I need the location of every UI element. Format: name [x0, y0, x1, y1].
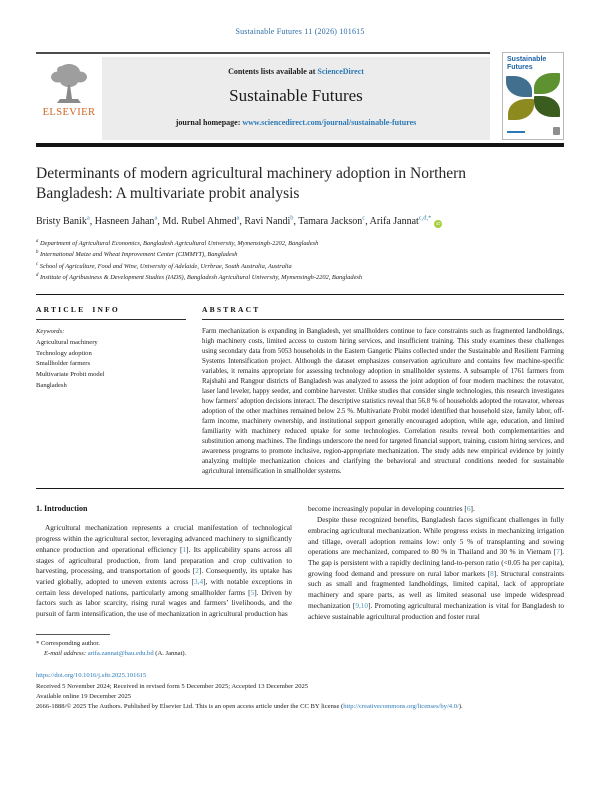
- homepage-link[interactable]: www.sciencedirect.com/journal/sustainable-futures: [242, 118, 417, 127]
- keyword-item: Bangladesh: [36, 381, 67, 389]
- cover-leaf-olive: [508, 99, 534, 120]
- email-line: E-mail address: arifa.zannat@bau.edu.bd (A. Jannat).: [44, 650, 187, 658]
- footer-doi-link[interactable]: https://doi.org/10.1016/j.sftr.2025.101615: [36, 672, 147, 680]
- keyword-item: Technology adoption: [36, 349, 92, 357]
- elsevier-tree-icon: [36, 61, 102, 105]
- cover-leaf-blue: [506, 76, 532, 97]
- affiliation-line: $^d$ Institute of Agribusiness & Development Studies (IADS), Bangladesh Agricultural University, Mymensingh-2202, Bangladesh: [36, 273, 363, 282]
- corresponding-author-note: * Corresponding author.: [36, 639, 100, 647]
- cc-license-link[interactable]: http://creativecommons.org/licenses/by/4.0/: [343, 702, 459, 710]
- keyword-item: Smallholder farmers: [36, 360, 91, 368]
- citation-link[interactable]: 7: [556, 547, 560, 557]
- article-info-column: [36, 295, 186, 477]
- intro-paragraph-right-1: become increasingly popular in developing countries [6].: [308, 504, 475, 514]
- footer-copyright-line: 2666-1888/© 2025 The Authors. Published by Elsevier Ltd. This is an open access article under the CC BY license (http://creativecommons.org/licenses/by/4.0/).: [36, 702, 463, 710]
- intro-left-column: [36, 504, 300, 659]
- article-title: Determinants of modern agricultural machinery adoption in Northern Bangladesh: A multivariate probit analysis: [36, 165, 466, 203]
- cover-title: Sustainable Futures: [507, 56, 547, 71]
- abstract-bottom-rule: [36, 488, 564, 489]
- keyword-item: Agricultural machinery: [36, 339, 98, 347]
- citation-link[interactable]: 9,10: [355, 600, 369, 610]
- citation-link[interactable]: 5: [250, 587, 255, 597]
- footer-received-line: Received 5 November 2024; Received in revised form 5 December 2025; Accepted 13 December 2025: [36, 682, 309, 690]
- citation-header: Sustainable Futures 11 (2026) 101615: [235, 27, 365, 36]
- contents-line: Contents lists available at ScienceDirect: [228, 67, 364, 76]
- keywords-label: Keywords:: [36, 328, 65, 336]
- masthead-divider-bar: [36, 143, 564, 147]
- email-link[interactable]: arifa.zannat@bau.edu.bd: [87, 650, 154, 658]
- cover-leaf-darkgreen: [534, 96, 560, 117]
- affiliation-line: $^c$ School of Agriculture, Food and Wine, University of Adelaide, Urrbrae, South Australia, Australia: [36, 261, 292, 270]
- citation-link[interactable]: 3,4: [193, 577, 204, 586]
- cover-elsevier-mark: [553, 127, 560, 135]
- citation-link[interactable]: 1: [182, 544, 187, 554]
- abstract-heading: ABSTRACT: [202, 295, 564, 320]
- info-abstract-section: [36, 295, 564, 477]
- intro-paragraph-right-2: Despite these recognized benefits, Bangladesh faces significant challenges in fully embracing agricultural mechanization. While progress exists in mechanizing irrigation and tillage, overall adoption remains low: only 5 % of transplanting and sowing operations are mechanized, compared to 80 % in Thailand and 30 % in Vietnam [7]. The gap is persistent with a rapidly declining land-to-person ratio (<0.05 ha per capita), growing food demand and pressure on rural labor markets [8]. Structural constraints such as small and fragmented landholdings, limited capital, lack of appropriate machinery and spare parts, as well as limited seasonal use impede widespread mechanization [9,10]. Promoting agricultural mechanization is vital for Bangladesh to achieve sustainable agricultural production and foster rural: [308, 515, 564, 621]
- cover-footer-bar: [507, 131, 525, 133]
- intro-right-column: [300, 504, 564, 659]
- introduction-section: [36, 504, 564, 659]
- citation-link[interactable]: 8: [490, 568, 494, 578]
- footnote-block: [36, 634, 292, 659]
- abstract-column: [202, 295, 564, 477]
- elsevier-logo: [36, 57, 102, 140]
- masthead: [36, 52, 564, 140]
- affiliations: [36, 238, 564, 284]
- masthead-box: [102, 57, 490, 140]
- footnote-rule: [36, 634, 110, 635]
- citation-link[interactable]: 6: [466, 504, 471, 514]
- cover-leaf-green: [534, 73, 560, 94]
- authors-line: Bristy Banik$^a$, Hasneen Jahan$^a$, Md. Rubel Ahmed$^a$, Ravi Nandi$^b$, Tamara Jackson$^c$, Arifa Jannat$^{c,d,*}$iD: [36, 214, 441, 227]
- intro-heading: 1. Introduction: [36, 504, 88, 514]
- affiliation-line: $^a$ Department of Agricultural Economics, Bangladesh Agricultural University, Mymensingh-2202, Bangladesh: [36, 238, 319, 248]
- affiliation-line: $^b$ International Maize and Wheat Improvement Center (CIMMYT), Bangladesh: [36, 250, 238, 259]
- journal-title: Sustainable Futures: [229, 86, 363, 105]
- keyword-item: Multivariate Probit model: [36, 371, 105, 379]
- abstract-text: Farm mechanization is expanding in Bangladesh, yet smallholders continue to face constraints such as fragmented landholdings, high machinery costs, limited access to custom hiring services, and insufficient training. This study examines these challenges using secondary data from 5053 households in the Eastern Gangetic Plains collected under the Sustainable and Resilient Farming Systems Intensification project. Although the dataset emphasizes conservation agriculture and contains few machine-specific variables, it remains appropriate for assessing technology adoption in smallholder systems. A subsample of 1761 farmers from Rajshahi and Rangpur districts of Bangladesh was analyzed to assess the joint adoption of four modern machines: the rotavator, laser land leveler, happy seeder, and combine harvester. Unlike studies that consider single technologies, this research investigates how farmers’ adoption decisions interact. The descriptive statistics reveal that 56.8 % of households adopted the rotavator, whereas adoption of the other machines remained below 2.5 %. Multivariate Probit model identified that household size, family labor, off-farm income, machinery ownership, and institutional support generally encouraged adoption, while age, education, and limited familiarity with machinery reduced uptake for some technologies. Correlation results reveal both complementarities and substitution among machines. The findings underscore the need for targeted financial support, training, custom hiring services, and awareness programs to promote inclusive, region-appropriate mechanization. The study adds new empirical evidence by jointly analyzing multiple mechanization choices and clarifying the behavioral and structural conditions needed for sustainable agricultural intensification in smallholder systems.: [202, 328, 564, 476]
- elsevier-wordmark: ELSEVIER: [42, 107, 96, 118]
- intro-paragraph-left: Agricultural mechanization represents a crucial manifestation of technological progress within the agricultural sector, leveraging advanced machinery to significantly enhance production and operational efficiency [1]. Its applicability spans across all stages of agricultural production, from land preparation and crop cultivation to harvesting, processing, and transportation of goods [2]. Consequently, its uptake has varied globally, adopted to uneven extents across [3,4], with notable exceptions in certain less developed nations, particularly among smallholder farms [5]. Driven by factors such as labor scarcity, rising rural wages and farmers’ livelihoods, and the pursuit of farm intensification, the use of mechanization in agricultural production has: [36, 523, 293, 619]
- footer-available-line: Available online 19 December 2025: [36, 692, 132, 700]
- sciencedirect-link[interactable]: ScienceDirect: [317, 67, 364, 76]
- homepage-line: journal homepage: www.sciencedirect.com/journal/sustainable-futures: [175, 118, 417, 127]
- orcid-icon[interactable]: iD: [436, 220, 441, 226]
- footer-block: [36, 671, 564, 712]
- citation-link[interactable]: 2: [195, 566, 199, 576]
- article-info-heading: ARTICLE INFO: [36, 295, 186, 320]
- journal-cover-thumbnail[interactable]: [502, 52, 564, 140]
- masthead-left: [36, 52, 490, 140]
- keywords-block: [36, 327, 186, 391]
